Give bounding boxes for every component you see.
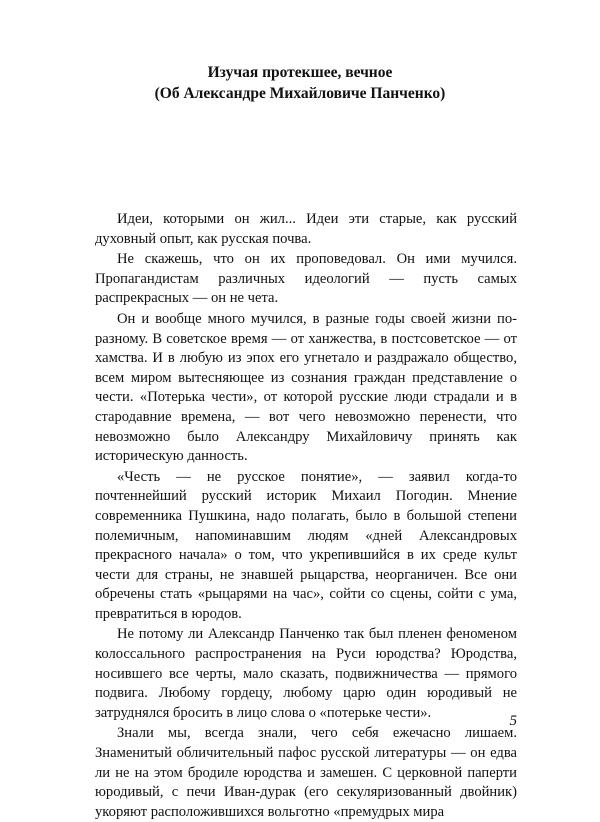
page-number: 5: [509, 713, 517, 729]
paragraph-2: Не скажешь, что он их проповедовал. Он ими мучился. Пропагандистам различных идеологий — пусть самых распрекрасных — он не чета.: [95, 251, 517, 307]
chapter-title-subtitle: (Об Александре Михайловиче Панченко): [154, 85, 446, 102]
paragraph-4: «Честь — не русское понятие», — заявил когда-то почтеннейший русский историк Михаил Погодин. Мнение современника Пушкина, надо полагать, было в большой степени полемичным, напоминавшим людям «дней Александровых прекрасного начала» о том, что укрепившийся в их среде культ чести для страны, не знавшей рыцарства, неорганичен. Все они обречены стать «рыцарями на час», сойти со сцены, сойти с ума, превратиться в юродов.: [95, 468, 517, 622]
chapter-title-main: Изучая протекшее, вечное: [207, 64, 393, 81]
paragraph-1: Идеи, которыми он жил... Идеи эти старые, как русский духовный опыт, как русская почва.: [95, 211, 517, 247]
paragraph-6: Знали мы, всегда знали, чего себя ежечасно лишаем. Знаменитый обличительный пафос русской литературы — он едва ли не на этом бродиле юродства и замешен. С церковной паперти юродивый, с печи Иван-дурак (его секуляризованный двойник) укоряют расположившихся вольготно «премудрых мира: [95, 725, 517, 820]
paragraph-5: Не потому ли Александр Панченко так был пленен феноменом колоссального распространения на Руси юродства? Юродства, носившего все черты, мало сказать, подвижничества — прямого подвига. Любому гордецу, любому царю один юродивый не затруднялся бросить в лицо слова о «потерьке чести».: [95, 626, 517, 721]
body-text: [95, 210, 517, 822]
chapter-title: [0, 62, 600, 104]
paragraph-3: Он и вообще много мучился, в разные годы своей жизни по-разному. В советское время — от ханжества, в постсоветское — от хамства. И в любую из эпох его угнетало и раздражало общество, всем миром вытесняющее из сознания граждан представление о чести. «Потерька чести», от которой русские люди страдали и в стародавние времена, — вот чего невозможно перенести, что невозможно было Александру Михайловичу принять как историческую данность.: [95, 310, 517, 465]
